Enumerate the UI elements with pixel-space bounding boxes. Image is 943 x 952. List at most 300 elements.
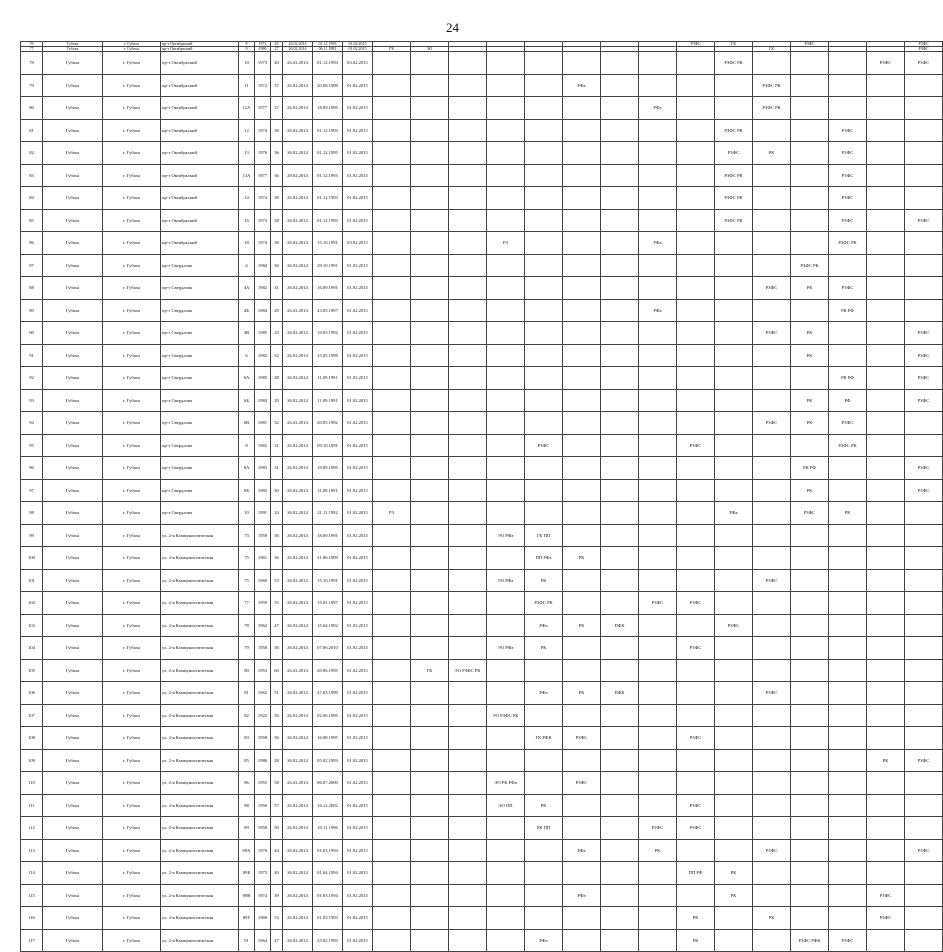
table-cell: РЗФС xyxy=(677,42,715,47)
table-cell xyxy=(867,704,905,727)
table-cell xyxy=(601,862,639,885)
table-cell: РЗФС xyxy=(829,164,867,187)
table-cell xyxy=(791,704,829,727)
table-cell xyxy=(677,749,715,772)
table-cell: 81 xyxy=(239,682,255,705)
table-cell xyxy=(753,299,791,322)
table-cell xyxy=(411,569,449,592)
table-cell: 03.02.2015 xyxy=(343,232,373,255)
table-cell xyxy=(791,659,829,682)
table-cell: РЗФС xyxy=(791,502,829,525)
table-cell: 88 xyxy=(21,277,43,300)
table-cell xyxy=(905,119,943,142)
table-cell: г. Губаха xyxy=(103,74,161,97)
table-cell: РЗФС xyxy=(905,749,943,772)
table-cell xyxy=(601,547,639,570)
table-cell: пр-т Октябрьский xyxy=(161,164,239,187)
table-cell: 1982 xyxy=(255,344,271,367)
table-cell: 26.02.2014 xyxy=(283,299,313,322)
table-cell: 01.02.2015 xyxy=(343,569,373,592)
table-cell: ЭО РЗФС РК xyxy=(487,704,525,727)
table-cell: 1974 xyxy=(255,884,271,907)
table-cell: г. Губаха xyxy=(103,907,161,930)
table-cell: 1977 xyxy=(255,97,271,120)
table-cell xyxy=(373,322,411,345)
table-cell: 47 xyxy=(271,614,283,637)
table-cell: РК xyxy=(563,614,601,637)
table-cell xyxy=(449,749,487,772)
table-cell: 31 xyxy=(271,434,283,457)
table-cell xyxy=(373,637,411,660)
table-cell: РЗФС xyxy=(829,277,867,300)
table-cell: Губаха xyxy=(43,817,103,840)
table-cell: 32 xyxy=(271,412,283,435)
table-cell: РЗФС РК xyxy=(715,164,753,187)
table-cell xyxy=(905,592,943,615)
table-cell xyxy=(601,637,639,660)
table-cell: РК xyxy=(791,412,829,435)
table-cell: г. Губаха xyxy=(103,704,161,727)
table-cell xyxy=(715,682,753,705)
table-cell xyxy=(715,299,753,322)
table-cell xyxy=(601,52,639,75)
table-cell xyxy=(601,839,639,862)
table-cell xyxy=(487,322,525,345)
table-cell: РЗФС xyxy=(829,929,867,952)
table-cell: 73 xyxy=(239,524,255,547)
table-cell xyxy=(829,74,867,97)
table-cell: 75 xyxy=(239,569,255,592)
table-cell: 12 xyxy=(239,119,255,142)
table-cell: пр-т Октябрьский xyxy=(161,187,239,210)
table-cell xyxy=(601,97,639,120)
table-cell xyxy=(829,547,867,570)
table-cell: 39 xyxy=(271,884,283,907)
table-cell xyxy=(487,367,525,390)
table-cell: 106 xyxy=(21,682,43,705)
table-cell: 38 xyxy=(271,232,283,255)
table-cell: 01.12.1993 xyxy=(313,119,343,142)
table-cell xyxy=(753,119,791,142)
table-cell: 38 xyxy=(271,187,283,210)
table-cell xyxy=(715,637,753,660)
table-cell: г. Губаха xyxy=(103,659,161,682)
table-cell: РЗФС xyxy=(905,47,943,52)
table-cell: 18 xyxy=(239,232,255,255)
table-cell: 19.11.1996 xyxy=(313,817,343,840)
table-cell xyxy=(449,164,487,187)
table-row xyxy=(21,254,943,277)
table-cell xyxy=(411,344,449,367)
table-cell: г. Губаха xyxy=(103,142,161,165)
table-cell xyxy=(563,164,601,187)
table-cell: 01.02.2015 xyxy=(343,434,373,457)
table-cell xyxy=(715,367,753,390)
table-cell xyxy=(791,907,829,930)
table-cell: пр-т Свердлова xyxy=(161,412,239,435)
table-cell: РЗФС xyxy=(677,592,715,615)
table-cell: РЗФС xyxy=(525,434,563,457)
table-cell xyxy=(563,119,601,142)
table-cell xyxy=(487,74,525,97)
table-cell: пр-т Свердлова xyxy=(161,434,239,457)
table-cell: 80 xyxy=(21,97,43,120)
table-cell: 38 xyxy=(271,119,283,142)
table-cell xyxy=(867,794,905,817)
table-cell: ул. 2-я Коммунистическая xyxy=(161,929,239,952)
table-cell xyxy=(639,457,677,480)
table-cell: 11А xyxy=(239,97,255,120)
table-cell: г. Губаха xyxy=(103,52,161,75)
table-cell xyxy=(867,682,905,705)
table-cell xyxy=(487,502,525,525)
table-cell xyxy=(867,502,905,525)
table-cell: ул. 2-я Коммунистическая xyxy=(161,772,239,795)
table-cell: пр-т Свердлова xyxy=(161,457,239,480)
table-cell: 26.02.2014 xyxy=(283,412,313,435)
table-cell: РК xyxy=(525,637,563,660)
table-cell: РЗФС xyxy=(867,52,905,75)
table-cell: 26.02.2014 xyxy=(283,42,313,47)
table-cell xyxy=(677,344,715,367)
table-cell: г. Губаха xyxy=(103,187,161,210)
table-cell: РК xyxy=(791,479,829,502)
table-cell xyxy=(449,232,487,255)
table-cell: 01.04.1994 xyxy=(313,862,343,885)
table-cell xyxy=(677,502,715,525)
table-cell: ЭО РФа xyxy=(487,524,525,547)
table-cell xyxy=(677,704,715,727)
table-cell: 1962 xyxy=(255,614,271,637)
table-cell: ГК ПП xyxy=(525,524,563,547)
table-cell xyxy=(373,254,411,277)
table-cell: Губаха xyxy=(43,907,103,930)
table-cell xyxy=(449,637,487,660)
table-cell xyxy=(639,209,677,232)
table-cell xyxy=(753,232,791,255)
table-cell: 01.02.2015 xyxy=(343,479,373,502)
table-cell xyxy=(791,142,829,165)
table-cell: 15.04.1992 xyxy=(313,614,343,637)
table-cell xyxy=(601,277,639,300)
table-cell xyxy=(639,119,677,142)
table-cell xyxy=(639,524,677,547)
table-cell xyxy=(525,367,563,390)
table-cell xyxy=(791,794,829,817)
table-cell: 93 xyxy=(21,389,43,412)
table-cell: РЗФС РК xyxy=(525,592,563,615)
table-cell: Губаха xyxy=(43,142,103,165)
table-cell xyxy=(677,74,715,97)
table-cell xyxy=(677,569,715,592)
table-cell xyxy=(791,187,829,210)
table-cell xyxy=(563,929,601,952)
table-cell: г. Губаха xyxy=(103,524,161,547)
table-cell xyxy=(905,907,943,930)
table-cell: 57 xyxy=(271,794,283,817)
table-cell: 1973 xyxy=(255,52,271,75)
table-cell: РЗФС РК xyxy=(753,74,791,97)
table-cell xyxy=(487,299,525,322)
table-cell: ЭО РЗФС РК xyxy=(449,659,487,682)
table-cell xyxy=(373,907,411,930)
table-cell xyxy=(753,479,791,502)
table-cell xyxy=(905,862,943,885)
table-cell xyxy=(905,614,943,637)
table-cell: РК xyxy=(715,862,753,885)
table-cell xyxy=(867,367,905,390)
table-cell: Губаха xyxy=(43,862,103,885)
table-row xyxy=(21,772,943,795)
table-cell xyxy=(373,569,411,592)
table-cell: Губаха xyxy=(43,547,103,570)
table-cell: 1983 xyxy=(255,457,271,480)
table-cell xyxy=(411,187,449,210)
table-cell xyxy=(525,74,563,97)
table-cell xyxy=(753,547,791,570)
table-cell xyxy=(715,659,753,682)
table-cell xyxy=(715,322,753,345)
table-cell: г. Губаха xyxy=(103,727,161,750)
table-cell: РК xyxy=(829,502,867,525)
table-cell xyxy=(563,457,601,480)
table-cell xyxy=(867,322,905,345)
table-cell: 114 xyxy=(21,862,43,885)
table-cell xyxy=(563,569,601,592)
table-cell xyxy=(677,142,715,165)
table-cell: 01.02.2015 xyxy=(343,74,373,97)
table-cell xyxy=(715,907,753,930)
table-cell xyxy=(677,187,715,210)
table-cell xyxy=(715,749,753,772)
table-cell: 26.02.2014 xyxy=(283,659,313,682)
table-cell: РФ xyxy=(829,389,867,412)
table-cell: ГК xyxy=(753,47,791,52)
table-cell: Губаха xyxy=(43,277,103,300)
table-cell xyxy=(867,344,905,367)
table-cell: 1984 xyxy=(255,254,271,277)
table-cell: 06.11.1981 xyxy=(313,47,343,52)
table-cell xyxy=(525,119,563,142)
table-cell xyxy=(829,52,867,75)
table-cell xyxy=(601,119,639,142)
table-cell: 01.02.2015 xyxy=(343,209,373,232)
table-cell: 78 xyxy=(21,52,43,75)
table-cell: РК РФ xyxy=(829,367,867,390)
table-cell: РЗФС xyxy=(829,209,867,232)
table-cell xyxy=(449,772,487,795)
table-cell xyxy=(563,637,601,660)
table-cell: 44 xyxy=(271,839,283,862)
table-cell xyxy=(677,839,715,862)
table-cell: 77 xyxy=(21,47,43,52)
table-cell: 1974 xyxy=(255,232,271,255)
table-cell: 27 xyxy=(271,47,283,52)
table-cell xyxy=(715,592,753,615)
table-cell xyxy=(601,907,639,930)
table-cell xyxy=(525,479,563,502)
table-cell: 01.03.1994 xyxy=(313,884,343,907)
table-cell: РФа xyxy=(639,232,677,255)
table-cell: г. Губаха xyxy=(103,254,161,277)
table-cell xyxy=(487,277,525,300)
table-cell: 11.09.1991 xyxy=(313,479,343,502)
table-cell: 94 xyxy=(21,412,43,435)
table-cell: 4 xyxy=(239,254,255,277)
table-cell xyxy=(867,817,905,840)
table-cell: 56 xyxy=(271,637,283,660)
table-cell: РЗФС xyxy=(715,614,753,637)
table-row xyxy=(21,344,943,367)
table-cell: г. Губаха xyxy=(103,42,161,47)
table-cell xyxy=(411,322,449,345)
table-cell xyxy=(449,74,487,97)
table-cell: пр-т Свердлова xyxy=(161,389,239,412)
table-cell xyxy=(449,254,487,277)
table-row xyxy=(21,862,943,885)
table-cell: г. Губаха xyxy=(103,614,161,637)
table-cell: 01.02.2015 xyxy=(343,907,373,930)
table-cell xyxy=(487,592,525,615)
table-cell: г. Губаха xyxy=(103,862,161,885)
table-row xyxy=(21,389,943,412)
table-cell xyxy=(677,277,715,300)
table-cell: Губаха xyxy=(43,367,103,390)
table-cell: 18.09.1991 xyxy=(313,524,343,547)
table-cell xyxy=(487,749,525,772)
table-cell: 1962 xyxy=(255,682,271,705)
table-cell: 01.02.2015 xyxy=(343,772,373,795)
table-cell: РЗФС РК xyxy=(829,434,867,457)
table-cell xyxy=(791,884,829,907)
table-cell xyxy=(525,232,563,255)
table-cell: 11.09.1991 xyxy=(313,367,343,390)
table-cell: 82 xyxy=(239,704,255,727)
table-cell: 1970 xyxy=(255,839,271,862)
table-cell xyxy=(639,704,677,727)
table-cell xyxy=(601,142,639,165)
table-cell xyxy=(373,412,411,435)
table-cell xyxy=(753,884,791,907)
table-cell xyxy=(373,704,411,727)
table-cell xyxy=(715,817,753,840)
table-cell xyxy=(487,97,525,120)
table-cell xyxy=(791,637,829,660)
table-cell xyxy=(791,547,829,570)
table-cell: 01.02.2015 xyxy=(343,659,373,682)
table-cell xyxy=(411,502,449,525)
table-cell xyxy=(639,164,677,187)
table-cell xyxy=(525,254,563,277)
table-cell: 1981 xyxy=(255,412,271,435)
table-cell xyxy=(563,749,601,772)
table-cell: Губаха xyxy=(43,569,103,592)
table-cell: 53 xyxy=(271,569,283,592)
table-cell: 56 xyxy=(271,704,283,727)
table-cell: РЗФС xyxy=(905,457,943,480)
table-cell: 01.02.2015 xyxy=(343,614,373,637)
table-cell: 111 xyxy=(21,794,43,817)
table-cell: пр-т Свердлова xyxy=(161,367,239,390)
table-cell xyxy=(639,749,677,772)
table-cell xyxy=(639,614,677,637)
table-cell: 01.02.2015 xyxy=(343,277,373,300)
table-cell: 1984 xyxy=(255,389,271,412)
table-cell: 01.02.2015 xyxy=(343,344,373,367)
table-cell: Губаха xyxy=(43,704,103,727)
table-cell xyxy=(373,142,411,165)
table-cell: 76 xyxy=(21,42,43,47)
table-cell: РЗФС xyxy=(753,569,791,592)
table-row xyxy=(21,277,943,300)
table-cell xyxy=(905,502,943,525)
table-cell: 26.02.2014 xyxy=(283,389,313,412)
table-cell: 01.12.1993 xyxy=(313,164,343,187)
table-cell xyxy=(601,232,639,255)
table-cell: 26.02.2014 xyxy=(283,142,313,165)
table-cell: РЗФС xyxy=(753,839,791,862)
table-cell xyxy=(525,907,563,930)
table-cell xyxy=(601,434,639,457)
table-cell xyxy=(373,209,411,232)
table-cell: Губаха xyxy=(43,74,103,97)
table-cell: 36 xyxy=(271,164,283,187)
table-cell: 95 xyxy=(21,434,43,457)
table-cell: 01.02.2015 xyxy=(343,457,373,480)
table-cell xyxy=(525,884,563,907)
table-cell xyxy=(829,524,867,547)
table-cell: Губаха xyxy=(43,389,103,412)
table-cell xyxy=(449,479,487,502)
table-cell: 89Б xyxy=(239,862,255,885)
table-cell: 50 xyxy=(271,817,283,840)
table-cell: 40 xyxy=(271,862,283,885)
table-cell: РФа xyxy=(563,74,601,97)
table-cell: Губаха xyxy=(43,299,103,322)
table-cell: ул. 2-я Коммунистическая xyxy=(161,907,239,930)
table-cell: 01.02.2015 xyxy=(343,42,373,47)
table-cell: ул. 2-я Коммунистическая xyxy=(161,749,239,772)
table-cell: 26.02.2014 xyxy=(283,74,313,97)
table-cell xyxy=(791,367,829,390)
table-cell: 26.02.2014 xyxy=(283,907,313,930)
table-cell: РЗФС xyxy=(867,884,905,907)
table-cell: 29 xyxy=(271,299,283,322)
table-cell xyxy=(867,637,905,660)
table-cell xyxy=(639,659,677,682)
table-cell xyxy=(829,569,867,592)
table-cell xyxy=(449,682,487,705)
table-cell xyxy=(525,659,563,682)
table-cell xyxy=(525,97,563,120)
table-cell: 88 xyxy=(239,794,255,817)
table-cell: г. Губаха xyxy=(103,682,161,705)
table-cell xyxy=(449,569,487,592)
table-cell xyxy=(563,142,601,165)
table-cell: 01.02.2015 xyxy=(343,547,373,570)
table-cell xyxy=(373,389,411,412)
table-cell xyxy=(639,502,677,525)
table-cell xyxy=(487,614,525,637)
table-cell: 1982 xyxy=(255,277,271,300)
table-cell xyxy=(829,457,867,480)
table-cell xyxy=(905,187,943,210)
table-cell xyxy=(601,659,639,682)
table-cell: 26.02.2014 xyxy=(283,704,313,727)
table-cell: 26.02.2014 xyxy=(283,929,313,952)
table-cell: 14 xyxy=(239,187,255,210)
table-cell: РФа xyxy=(525,682,563,705)
